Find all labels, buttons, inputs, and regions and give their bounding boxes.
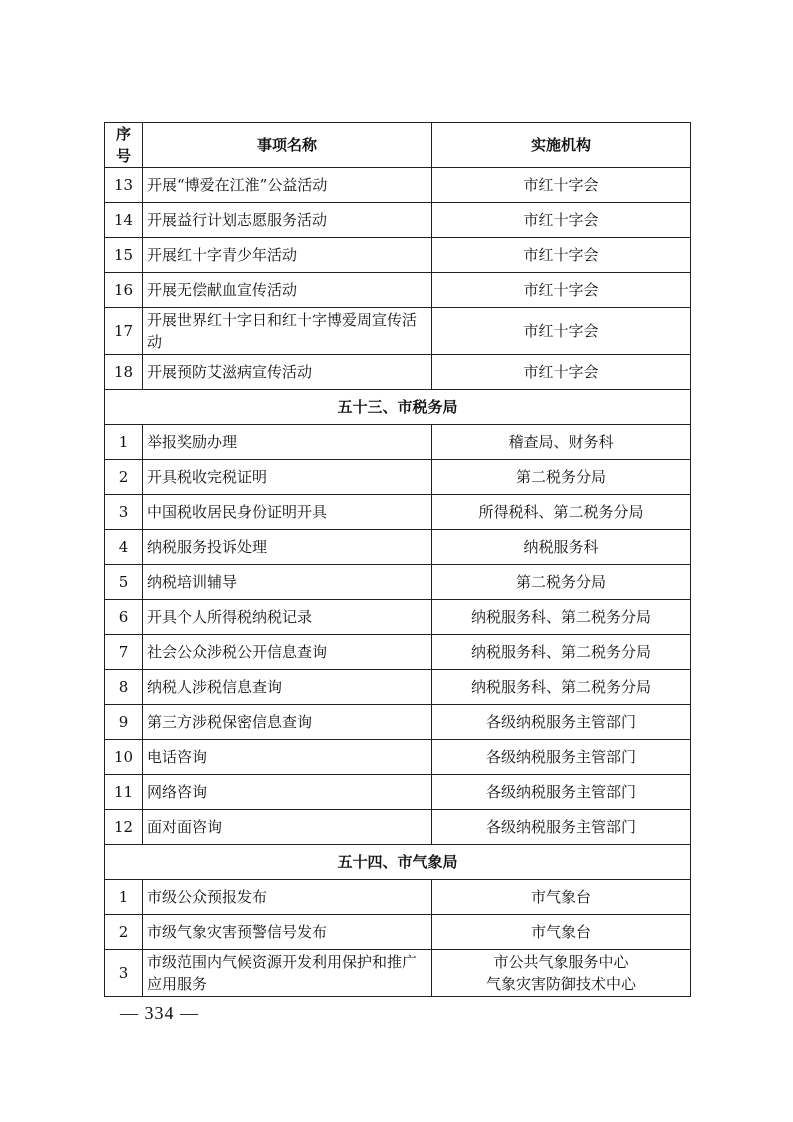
item-name: 开展红十字青少年活动 [143,238,432,273]
table-row [105,670,691,705]
item-name: 市级范围内气候资源开发利用保护和推广应用服务 [143,950,432,997]
item-name: 电话咨询 [143,740,432,775]
implementing-agency [432,238,691,273]
item-name: 面对面咨询 [143,810,432,845]
row-number: 5 [105,565,143,600]
agency-line: 市红十字会 [523,246,599,264]
agency-line: 市红十字会 [523,363,599,381]
row-number: 1 [105,880,143,915]
agency-line: 市红十字会 [523,322,599,340]
table-row [105,203,691,238]
row-number: 18 [105,355,143,390]
row-number: 14 [105,203,143,238]
row-number: 3 [105,950,143,997]
row-number: 8 [105,670,143,705]
implementing-agency [432,600,691,635]
row-number: 12 [105,810,143,845]
table-row [105,273,691,308]
agency-line: 市公共气象服务中心 [493,953,629,971]
implementing-agency [432,460,691,495]
agency-line: 气象灾害防御技术中心 [485,975,636,993]
table-row [105,308,691,355]
table-row [105,705,691,740]
table-header [105,123,691,168]
table-row [105,880,691,915]
table-row [105,355,691,390]
header-org: 实施机构 [432,123,691,168]
item-name: 开展世界红十字日和红十字博爱周宣传活动 [143,308,432,355]
table-row [105,775,691,810]
section-header-row [105,845,691,880]
implementing-agency [432,810,691,845]
header-no: 序号 [105,123,143,168]
agency-line: 各级纳税服务主管部门 [485,818,636,836]
row-number: 15 [105,238,143,273]
row-number: 11 [105,775,143,810]
table-body [105,168,691,997]
implementing-agency [432,355,691,390]
table-row [105,950,691,997]
table-row [105,635,691,670]
item-name: 开展预防艾滋病宣传活动 [143,355,432,390]
row-number: 2 [105,915,143,950]
implementing-agency [432,740,691,775]
implementing-agency [432,950,691,997]
row-number: 1 [105,425,143,460]
item-name: 举报奖励办理 [143,425,432,460]
implementing-agency [432,880,691,915]
agency-line: 各级纳税服务主管部门 [485,713,636,731]
implementing-agency [432,495,691,530]
agency-line: 市红十字会 [523,176,599,194]
implementing-agency [432,168,691,203]
table-row [105,600,691,635]
table-row [105,810,691,845]
row-number: 4 [105,530,143,565]
implementing-agency [432,203,691,238]
agency-line: 市气象台 [530,923,591,941]
implementing-agency [432,530,691,565]
agency-line: 纳税服务科、第二税务分局 [470,678,651,696]
row-number: 9 [105,705,143,740]
item-name: 开展“博爱在江淮”公益活动 [143,168,432,203]
item-name: 中国税收居民身份证明开具 [143,495,432,530]
section-header-row [105,390,691,425]
agency-line: 市气象台 [530,888,591,906]
agency-line: 稽查局、财务科 [508,433,614,451]
item-name: 开展无偿献血宣传活动 [143,273,432,308]
row-number: 7 [105,635,143,670]
table-row [105,915,691,950]
agency-line: 所得税科、第二税务分局 [478,503,644,521]
agency-line: 市红十字会 [523,281,599,299]
item-name: 开具税收完税证明 [143,460,432,495]
agency-line: 纳税服务科、第二税务分局 [470,608,651,626]
page-number: — 334 — [120,1003,199,1023]
table-row [105,238,691,273]
implementing-agency [432,705,691,740]
agency-line: 纳税服务科 [523,538,599,556]
row-number: 2 [105,460,143,495]
row-number: 3 [105,495,143,530]
services-table [104,122,691,997]
table-row [105,460,691,495]
agency-line: 市红十字会 [523,211,599,229]
implementing-agency [432,635,691,670]
table-row [105,565,691,600]
item-name: 开展益行计划志愿服务活动 [143,203,432,238]
item-name: 纳税人涉税信息查询 [143,670,432,705]
row-number: 17 [105,308,143,355]
section-title: 五十三、市税务局 [105,390,691,425]
header-name: 事项名称 [143,123,432,168]
table-row [105,168,691,203]
implementing-agency [432,273,691,308]
implementing-agency [432,308,691,355]
item-name: 纳税服务投诉处理 [143,530,432,565]
item-name: 社会公众涉税公开信息查询 [143,635,432,670]
table-row [105,425,691,460]
table-row [105,530,691,565]
implementing-agency [432,565,691,600]
item-name: 开具个人所得税纳税记录 [143,600,432,635]
agency-line: 第二税务分局 [515,468,606,486]
row-number: 6 [105,600,143,635]
section-title: 五十四、市气象局 [105,845,691,880]
agency-line: 各级纳税服务主管部门 [485,783,636,801]
implementing-agency [432,915,691,950]
item-name: 市级公众预报发布 [143,880,432,915]
item-name: 市级气象灾害预警信号发布 [143,915,432,950]
row-number: 10 [105,740,143,775]
implementing-agency [432,775,691,810]
item-name: 纳税培训辅导 [143,565,432,600]
row-number: 16 [105,273,143,308]
implementing-agency [432,425,691,460]
agency-line: 各级纳税服务主管部门 [485,748,636,766]
row-number: 13 [105,168,143,203]
agency-line: 纳税服务科、第二税务分局 [470,643,651,661]
agency-line: 第二税务分局 [515,573,606,591]
item-name: 网络咨询 [143,775,432,810]
table-row [105,740,691,775]
table-row [105,495,691,530]
item-name: 第三方涉税保密信息查询 [143,705,432,740]
implementing-agency [432,670,691,705]
